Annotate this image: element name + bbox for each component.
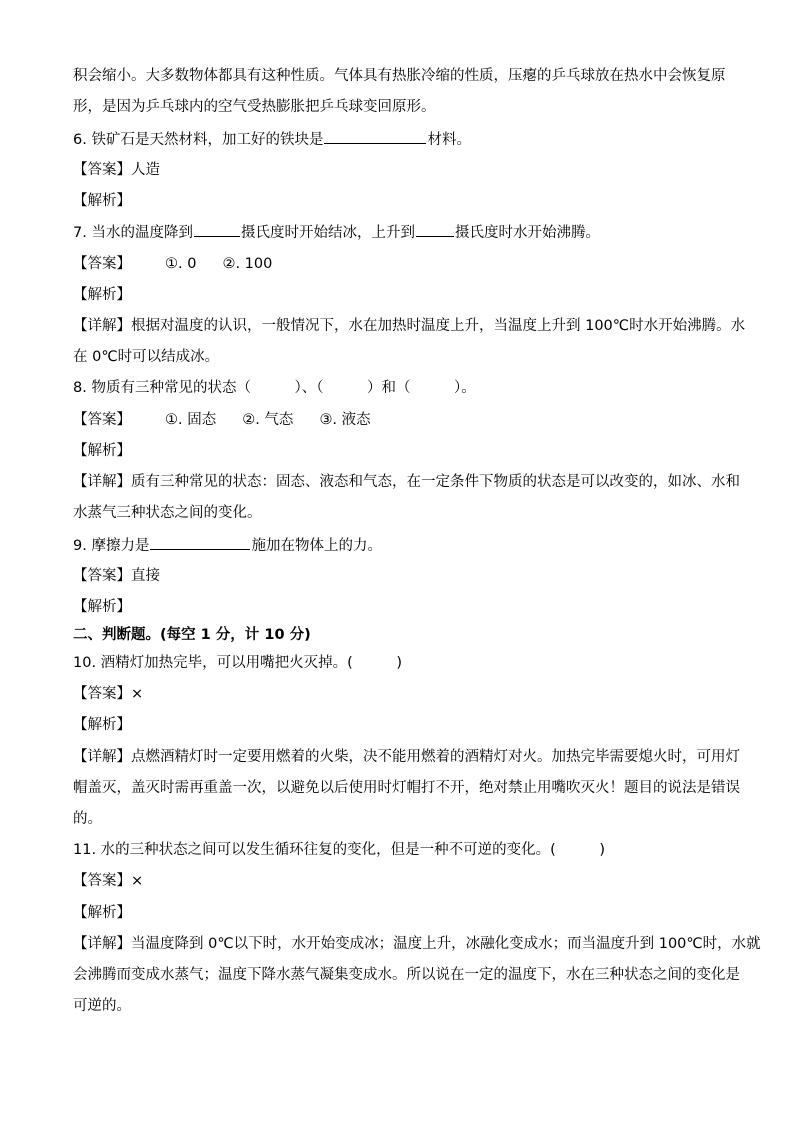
- answer-line: [73, 566, 160, 586]
- detail-line: 【详解】根据对温度的认识，一般情况下，水在加热时温度上升，当温度上升到 100℃时水开始沸腾。水: [73, 318, 746, 334]
- answer-value-1: ①. 固态: [165, 412, 217, 428]
- answer-value-3: ③. 液态: [319, 412, 371, 428]
- detail-line: 水蒸气三种状态之间的变化。: [73, 505, 262, 521]
- answer-line: [73, 684, 143, 704]
- answer-blank: [416, 222, 454, 237]
- paragraph-line: 形，是因为乒乓球内的空气受热膨胀把乒乓球变回原形。: [73, 99, 436, 115]
- answer-label: 【答案】: [73, 686, 131, 702]
- answer-label: 【答案】: [73, 162, 131, 178]
- detail-line: 会沸腾而变成水蒸气；温度下降水蒸气凝集变成水。所以说在一定的温度下，水在三种状态之间的变化是: [73, 967, 740, 983]
- detail-line: 【详解】质有三种常见的状态：固态、液态和气态，在一定条件下物质的状态是可以改变的，如冰、水和: [73, 474, 740, 490]
- detail-line: 【详解】点燃酒精灯时一定要用燃着的火柴，决不能用燃着的酒精灯对火。加热完毕需要熄火时，可用灯: [73, 749, 740, 765]
- question-10: 10. 酒精灯加热完毕，可以用嘴把火灭掉。( ): [73, 655, 402, 671]
- answer-value: 人造: [131, 162, 160, 178]
- question-6: [73, 129, 471, 150]
- question-9-text: 9. 摩擦力是: [73, 538, 150, 554]
- answer-value: ×: [131, 873, 144, 889]
- analysis-label: 【解析】: [73, 717, 131, 733]
- answer-label: 【答案】: [73, 412, 131, 428]
- answer-value: ×: [131, 686, 144, 702]
- question-8: 8. 物质有三种常见的状态（ ）、（ ）和（ ）。: [73, 380, 476, 396]
- analysis-label: 【解析】: [73, 287, 131, 303]
- answer-line: [73, 254, 272, 274]
- analysis-label: 【解析】: [73, 599, 131, 615]
- detail-line: 帽盖灭，盖灭时需再重盖一次，以避免以后使用时灯帽打不开，绝对禁止用嘴吹灭火！题目的说法是错误: [73, 780, 740, 796]
- answer-line: [73, 410, 371, 430]
- question-7-text: 7. 当水的温度降到: [73, 225, 193, 241]
- answer-blank: [194, 222, 240, 237]
- answer-line: [73, 160, 160, 180]
- answer-label: 【答案】: [73, 873, 131, 889]
- question-9-text-end: 施加在物体上的力。: [251, 538, 382, 554]
- analysis-label: 【解析】: [73, 443, 131, 459]
- answer-value-2: ②. 气态: [242, 412, 294, 428]
- section-heading: 二、判断题。(每空 1 分，计 10 分): [73, 627, 311, 643]
- answer-value-1: ①. 0: [165, 256, 197, 272]
- answer-label: 【答案】: [73, 568, 131, 584]
- analysis-label: 【解析】: [73, 905, 131, 921]
- answer-value-2: ②. 100: [222, 256, 273, 272]
- question-7-text-end: 摄氏度时水开始沸腾。: [454, 225, 600, 241]
- question-6-text-end: 材料。: [427, 132, 471, 148]
- paragraph-line: 积会缩小。大多数物体都具有这种性质。气体具有热胀冷缩的性质，压瘪的乒乓球放在热水中会恢复原: [73, 68, 726, 84]
- answer-blank: [324, 129, 426, 144]
- question-7: [73, 222, 600, 243]
- detail-line: 在 0℃时可以结成冰。: [73, 349, 220, 365]
- analysis-label: 【解析】: [73, 193, 131, 209]
- answer-line: [73, 871, 143, 891]
- detail-line: 可逆的。: [73, 998, 131, 1014]
- question-9: [73, 535, 382, 556]
- question-7-text-mid: 摄氏度时开始结冰，上升到: [240, 225, 415, 241]
- detail-line: 的。: [73, 811, 102, 827]
- answer-value: 直接: [131, 568, 160, 584]
- question-11: 11. 水的三种状态之间可以发生循环往复的变化，但是一种不可逆的变化。( ): [73, 842, 605, 858]
- question-6-text: 6. 铁矿石是天然材料，加工好的铁块是: [73, 132, 324, 148]
- detail-line: 【详解】当温度降到 0℃以下时，水开始变成冰；温度上升，冰融化变成水；而当温度升到 100℃时，水就: [73, 936, 761, 952]
- answer-blank: [150, 535, 250, 550]
- answer-label: 【答案】: [73, 256, 131, 272]
